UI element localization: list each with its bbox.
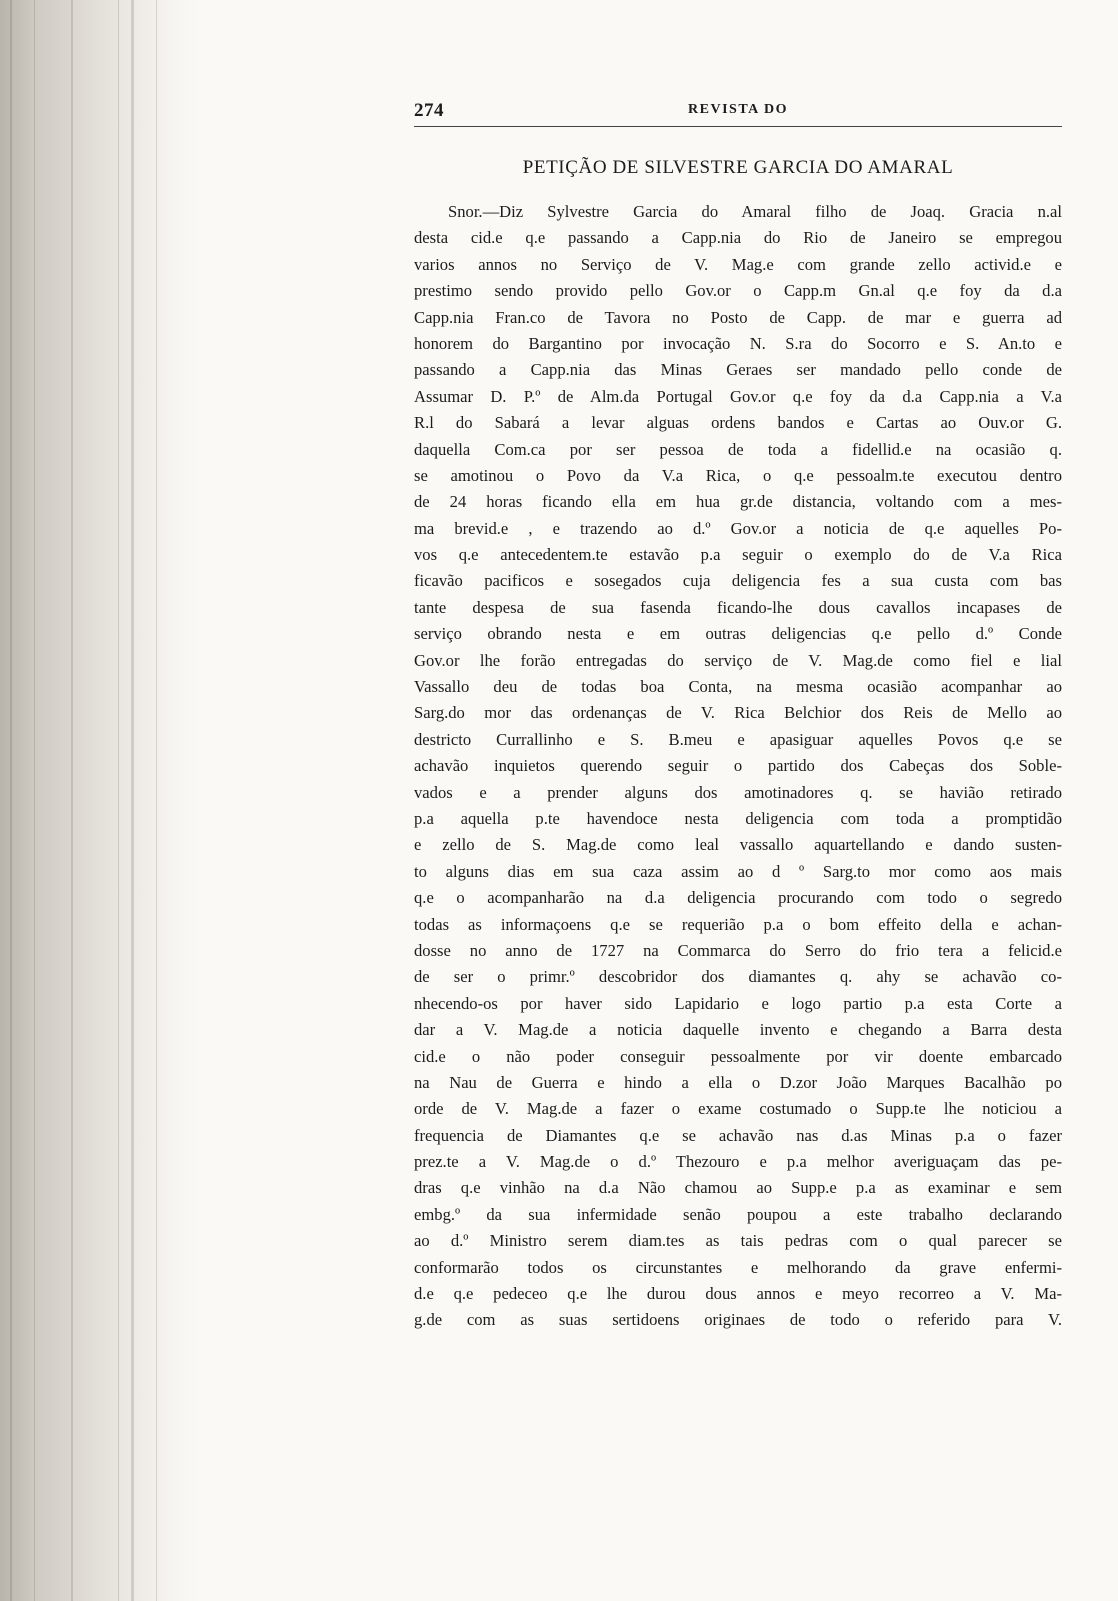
text-line: embg.º da sua infermidade senão poupou a este trabalho declarando	[414, 1204, 1062, 1224]
text-line: nhecendo-os por haver sido Lapidario e logo partio p.a esta Corte a	[414, 993, 1062, 1013]
text-line: orde de V. Mag.de a fazer o exame costumado o Supp.te lhe noticiou a	[414, 1099, 1062, 1119]
text-line: q.e o acompanharão na d.a deligencia procurando com todo o segredo	[414, 888, 1062, 908]
text-line: honorem do Bargantino por invocação N. S.ra do Socorro e S. An.to e	[414, 333, 1062, 353]
text-line: todas as informaçoens q.e se requerião p.a o bom effeito della e achan-	[414, 914, 1062, 934]
text-line: dar a V. Mag.de a noticia daquelle invento e chegando a Barra desta	[414, 1020, 1062, 1040]
page-number: 274	[414, 100, 444, 121]
text-line: Capp.nia Fran.co de Tavora no Posto de Capp. de mar e guerra ad	[414, 307, 1062, 327]
text-line: de ser o primr.º descobridor dos diamantes q. ahy se achavão co-	[414, 967, 1062, 987]
text-line: vados e a prender alguns dos amotinadores q. se havião retirado	[414, 782, 1062, 802]
text-line: d.e q.e pedeceo q.e lhe durou dous annos e meyo recorreo a V. Ma-	[414, 1284, 1062, 1304]
text-line: frequencia de Diamantes q.e se achavão nas d.as Minas p.a o fazer	[414, 1125, 1062, 1145]
running-head	[414, 92, 1062, 126]
book-binding-shadow	[0, 0, 200, 1601]
text-line: serviço obrando nesta e em outras deligencias q.e pello d.º Conde	[414, 624, 1062, 644]
text-line: desta cid.e q.e passando a Capp.nia do Rio de Janeiro se empregou	[414, 228, 1062, 248]
text-line: g.de com as suas sertidoens originaes de todo o referido para V.	[414, 1310, 1062, 1330]
text-line: ma brevid.e , e trazendo ao d.º Gov.or a noticia de q.e aquelles Po-	[414, 518, 1062, 538]
header-rule	[414, 126, 1062, 127]
text-line: ao d.º Ministro serem diam.tes as tais pedras com o qual parecer se	[414, 1231, 1062, 1251]
text-line: prez.te a V. Mag.de o d.º Thezouro e p.a melhor averiguaçam das pe-	[414, 1152, 1062, 1172]
text-line: varios annos no Serviço de V. Mag.e com grande zello activid.e e	[414, 254, 1062, 274]
text-line: vos q.e antecedentem.te estavão p.a seguir o exemplo do de V.a Rica	[414, 545, 1062, 565]
text-line: passando a Capp.nia das Minas Geraes ser mandado pello conde de	[414, 360, 1062, 380]
document-title: PETIÇÃO DE SILVESTRE GARCIA DO AMARAL	[522, 157, 954, 178]
petition-body	[414, 199, 1062, 1334]
text-line: Vassallo deu de todas boa Conta, na mesma ocasião acompanhar ao	[414, 677, 1062, 697]
text-line: achavão inquietos querendo seguir o partido dos Cabeças dos Soble-	[414, 756, 1062, 776]
text-line: daquella Com.ca por ser pessoa de toda a fidellid.e na ocasião q.	[414, 439, 1062, 459]
text-line: prestimo sendo provido pello Gov.or o Capp.m Gn.al q.e foy da d.a	[414, 281, 1062, 301]
text-line: ficavão pacificos e sosegados cuja deligencia fes a sua custa com bas	[414, 571, 1062, 591]
text-line: Assumar D. P.º de Alm.da Portugal Gov.or q.e foy da d.a Capp.nia a V.a	[414, 386, 1062, 406]
text-line: cid.e o não poder conseguir pessoalmente por vir doente embarcado	[414, 1046, 1062, 1066]
text-line: Gov.or lhe forão entregadas do serviço de V. Mag.de como fiel e lial	[414, 650, 1062, 670]
text-line: R.l do Sabará a levar alguas ordens bandos e Cartas ao Ouv.or G.	[414, 413, 1062, 433]
text-line: de 24 horas ficando ella em hua gr.de distancia, voltando com a mes-	[414, 492, 1062, 512]
text-line: tante despesa de sua fasenda ficando-lhe dous cavallos incapases de	[414, 597, 1062, 617]
journal-title: REVISTA DO	[688, 102, 788, 117]
page	[414, 92, 1062, 1334]
text-line: p.a aquella p.te havendoce nesta deligencia com toda a promptidão	[414, 808, 1062, 828]
text-line: dras q.e vinhão na d.a Não chamou ao Supp.e p.a as examinar e sem	[414, 1178, 1062, 1198]
text-line: dosse no anno de 1727 na Commarca do Serro do frio tera a felicid.e	[414, 940, 1062, 960]
text-line: Snor.—Diz Sylvestre Garcia do Amaral filho de Joaq. Gracia n.al	[448, 202, 1062, 221]
text-line: na Nau de Guerra e hindo a ella o D.zor João Marques Bacalhão po	[414, 1072, 1062, 1092]
text-line: to alguns dias em sua caza assim ao d º Sarg.to mor como aos mais	[414, 861, 1062, 881]
text-line: e zello de S. Mag.de como leal vassallo aquartellando e dando susten-	[414, 835, 1062, 855]
text-line: destricto Currallinho e S. B.meu e apasiguar aquelles Povos q.e se	[414, 729, 1062, 749]
text-line: conformarão todos os circunstantes e melhorando da grave enfermi-	[414, 1257, 1062, 1277]
text-line: se amotinou o Povo da V.a Rica, o q.e pessoalm.te executou dentro	[414, 465, 1062, 485]
text-line: Sarg.do mor das ordenanças de V. Rica Belchior dos Reis de Mello ao	[414, 703, 1062, 723]
